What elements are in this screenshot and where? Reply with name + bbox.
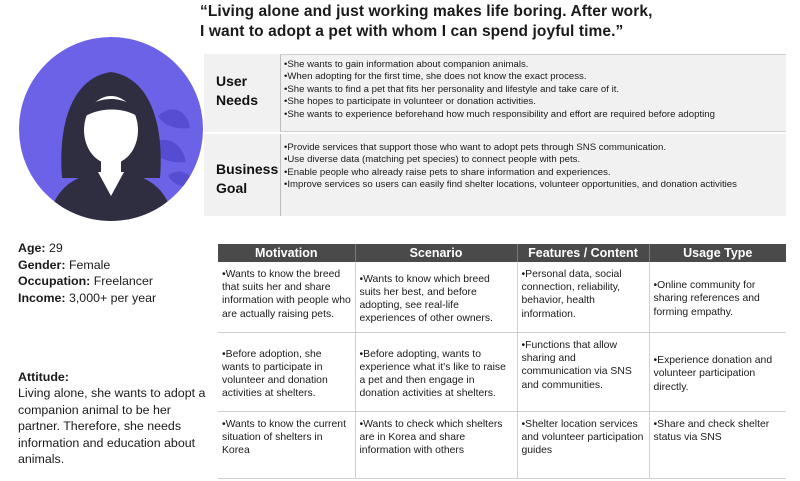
list-item: •Use diverse data (matching pet species) to connect people with pets.: [284, 154, 581, 166]
table-cell: •Shelter location services and volunteer participation guides: [517, 412, 649, 479]
table-cell: •Experience donation and volunteer participation directly.: [649, 333, 786, 412]
quote-line-1: “Living alone and just working makes life boring. After work,: [200, 3, 653, 20]
list-item: •She wants to experience beforehand how much responsibility and effort are required before adopting: [284, 108, 715, 120]
persona-avatar-icon: [18, 36, 204, 222]
list-item: •When adopting for the first time, she does not know the exact process.: [284, 71, 587, 83]
income-row: Income: 3,000+ per year: [18, 290, 157, 305]
table-header-row: [218, 244, 786, 262]
attitude-section: [18, 369, 210, 467]
occupation-row: Occupation: Freelancer: [18, 274, 153, 289]
table-cell: •Share and check shelter status via SNS: [649, 412, 786, 479]
attitude-text: Living alone, she wants to adopt a companion animal to be her partner. Therefore, she needs information and education about animals.: [18, 386, 206, 467]
table-cell: •Wants to check which shelters are in Korea and share information with others: [355, 412, 517, 479]
gender-row: Gender: Female: [18, 257, 111, 272]
scenario-table: [218, 244, 786, 479]
user-needs-label: User Needs: [216, 73, 259, 108]
table-cell: •Personal data, social connection, reliability, behavior, health information.: [517, 262, 649, 333]
persona-profile: [18, 240, 156, 306]
table-cell: •Before adoption, she wants to participate in volunteer and donation activities at shelters.: [218, 333, 355, 412]
list-item: •Provide services that support those who want to adopt pets through SNS communication.: [284, 142, 666, 153]
table-cell: •Wants to know the current situation of shelters in Korea: [218, 412, 355, 479]
list-item: •She hopes to participate in volunteer or donation activities.: [284, 96, 536, 108]
header-scenario: Scenario: [355, 244, 517, 262]
list-item: •Improve services so users can easily find shelter locations, volunteer opportunities, and donation activities: [284, 179, 737, 191]
business-goal-box: [204, 134, 786, 216]
user-needs-list: [280, 54, 786, 132]
table-row: [218, 412, 786, 479]
quote-line-2: I want to adopt a pet with whom I can spend joyful time.”: [200, 23, 624, 40]
user-needs-box: [204, 54, 786, 132]
table-cell: •Functions that allow sharing and communication via SNS and communities.: [517, 333, 649, 412]
table-cell: •Before adopting, wants to experience what it's like to raise a pet and then engage in donation activities at shelters.: [355, 333, 517, 412]
table-cell: •Online community for sharing references and forming empathy.: [649, 262, 786, 333]
table-row: [218, 262, 786, 333]
table-row: [218, 333, 786, 412]
header-usage-type: Usage Type: [649, 244, 786, 262]
attitude-title: Attitude:: [18, 370, 69, 384]
table-cell: •Wants to know which breed suits her best, and before adopting, see real-life experiences of other owners.: [355, 262, 517, 333]
list-item: •Enable people who already raise pets to share information and experiences.: [284, 166, 611, 178]
table-cell: •Wants to know the breed that suits her and share information with people who are actually raising pets.: [218, 262, 355, 333]
list-item: •She wants to gain information about companion animals.: [284, 59, 529, 70]
business-goal-list: [280, 134, 786, 216]
persona-quote: [200, 2, 670, 42]
list-item: •She wants to find a pet that fits her personality and lifestyle and take care of it.: [284, 83, 620, 95]
header-features-content: Features / Content: [517, 244, 649, 262]
header-motivation: Motivation: [218, 244, 355, 262]
business-goal-label: Business Goal: [216, 161, 279, 196]
age-row: Age: 29: [18, 241, 63, 255]
avatar: [18, 36, 204, 222]
